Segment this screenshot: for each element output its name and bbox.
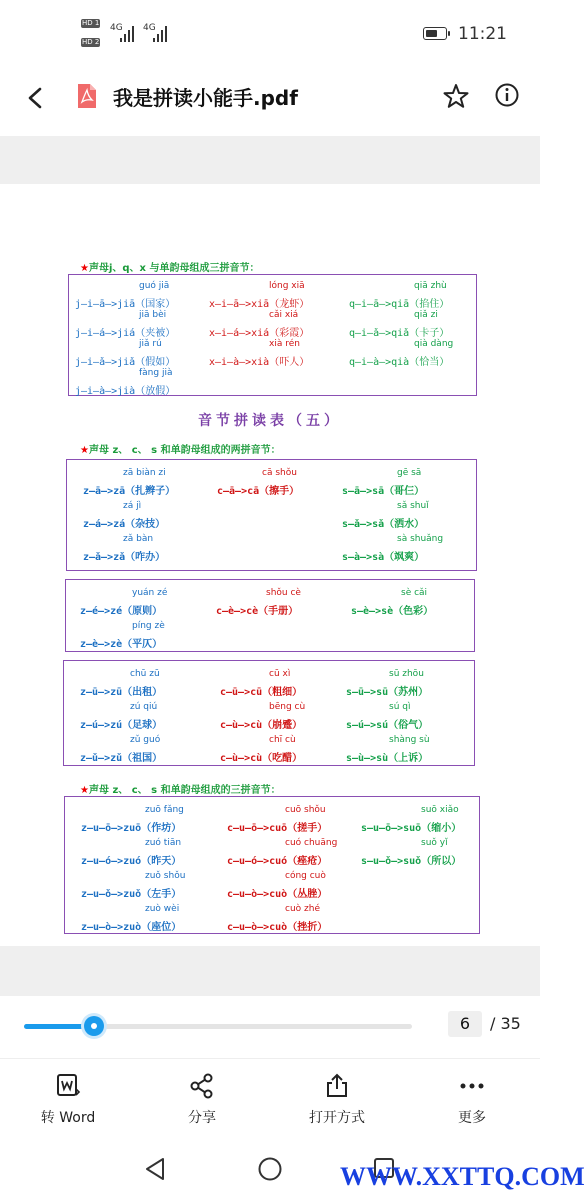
spelling-line: j—i—ǎ—>jiǎ（假如）	[75, 357, 176, 368]
pinyin-label: jiǎ rú	[139, 339, 162, 349]
pinyin-label: lóng xiā	[269, 281, 305, 291]
spelling-line: s—ā—>sā（哥仨）	[342, 486, 425, 497]
pinyin-label: zuò wèi	[145, 904, 180, 914]
pinyin-label: chū zū	[130, 669, 160, 679]
spelling-line: z—á—>zá（杂技）	[83, 519, 166, 530]
pinyin-label: sǎ shuǐ	[397, 501, 429, 511]
pinyin-label: píng zè	[132, 621, 165, 631]
pinyin-label: cuō shǒu	[285, 805, 326, 815]
pinyin-label: xià rén	[269, 339, 300, 349]
spelling-line: z—ǎ—>zǎ（咋办）	[83, 552, 166, 563]
section2-title: ★声母 z、 c、 s 和单韵母组成的两拼音节：	[80, 445, 281, 456]
open-with-button[interactable]	[287, 1073, 387, 1127]
spelling-line: s—à—>sà（飒爽）	[342, 552, 425, 563]
pinyin-label: sú qì	[389, 702, 411, 712]
more-button[interactable]	[422, 1073, 522, 1127]
spelling-line: z—ū—>zū（出租）	[80, 687, 163, 698]
spelling-line: c—u—ó—>cuó（痤疮）	[227, 856, 328, 867]
pinyin-label: cóng cuò	[285, 871, 326, 881]
total-pages: / 35	[490, 1014, 521, 1033]
box-b	[65, 579, 475, 652]
pinyin-label: zuǒ shǒu	[145, 871, 186, 881]
convert-word-label: 转 Word	[40, 1110, 96, 1126]
spelling-line: j—i—ā—>jiā（国家）	[75, 299, 176, 310]
box-jqx	[68, 274, 477, 396]
spelling-line: s—u—ō—>suō（缩小）	[361, 823, 462, 834]
spelling-line: c—u—ō—>cuō（搓手）	[227, 823, 328, 834]
signal-icon-2	[153, 24, 167, 42]
share-label: 分享	[188, 1110, 216, 1126]
open-with-label: 打开方式	[309, 1110, 365, 1126]
pinyin-label: sè cǎi	[401, 588, 428, 598]
spelling-line: z—ǔ—>zǔ（祖国）	[80, 753, 163, 764]
sim2-indicator: HD 2	[82, 38, 100, 46]
pinyin-label: qià dàng	[414, 339, 454, 349]
star-outline-icon[interactable]	[442, 82, 470, 110]
clock: 11:21	[458, 24, 507, 44]
box-a	[66, 459, 477, 571]
spelling-line: c—ā—>cā（擦手）	[217, 486, 300, 497]
pinyin-label: zá jì	[123, 501, 142, 511]
spelling-line: s—ǎ—>sǎ（洒水）	[342, 519, 425, 530]
pinyin-label: zǔ guó	[130, 735, 161, 745]
spelling-line: z—u—ó—>zuó（昨天）	[81, 856, 182, 867]
pinyin-label: zǎ bàn	[123, 534, 154, 544]
spelling-line: q—i—à—>qià（恰当）	[349, 357, 450, 368]
pinyin-label: suǒ yǐ	[421, 838, 448, 848]
spelling-line: s—ū—>sū（苏州）	[346, 687, 429, 698]
section3-title: ★声母 z、 c、 s 和单韵母组成的三拼音节：	[80, 785, 281, 796]
spelling-line: c—u—ò—>cuò（挫折）	[227, 922, 328, 933]
pinyin-label: jiā bèi	[139, 310, 167, 320]
spelling-line: s—ú—>sú（俗气）	[346, 720, 429, 731]
status-bar	[0, 0, 540, 70]
pinyin-label: qiā zhù	[414, 281, 447, 291]
spelling-line: s—ù—>sù（上诉）	[346, 753, 429, 764]
pinyin-label: chī cù	[269, 735, 296, 745]
signal-icon-1	[120, 24, 134, 42]
spelling-line: z—ā—>zā（扎辫子）	[83, 486, 176, 497]
spelling-line: c—ù—>cù（吃醋）	[220, 753, 303, 764]
share-button[interactable]	[152, 1073, 252, 1127]
battery-icon	[423, 27, 447, 40]
document-title: 我是拼读小能手.pdf	[113, 86, 298, 110]
spelling-line: z—u—ǒ—>zuǒ（左手）	[81, 889, 182, 900]
word-convert-icon	[56, 1073, 80, 1099]
pinyin-label: guó jiā	[139, 281, 170, 291]
table-title: 音节拼读表（五）	[198, 413, 342, 429]
nav-home-icon[interactable]	[257, 1156, 283, 1182]
app-bar	[0, 70, 540, 136]
box-c	[63, 660, 475, 766]
more-label: 更多	[458, 1110, 486, 1126]
sim1-indicator: HD 1	[82, 19, 100, 27]
share-icon	[189, 1073, 215, 1099]
pinyin-label: qiǎ zi	[414, 310, 438, 320]
pdf-file-icon	[76, 82, 98, 110]
spelling-line: z—è—>zè（平仄）	[80, 639, 163, 650]
page-slider[interactable]	[24, 1024, 412, 1029]
spelling-line: x—i—á—>xiá（彩霞）	[209, 328, 310, 339]
pinyin-label: bēng cù	[269, 702, 306, 712]
nav-back-icon[interactable]	[143, 1156, 167, 1182]
spelling-line: x—i—à—>xià（吓人）	[209, 357, 310, 368]
spelling-line: q—i—ā—>qiā（掐住）	[349, 299, 450, 310]
spelling-line: x—i—ā—>xiā（龙虾）	[209, 299, 310, 310]
watermark-text: WWW.XXTTQ.COM	[340, 1162, 585, 1191]
spelling-line: s—è—>sè（色彩）	[351, 606, 434, 617]
pinyin-label: fàng jià	[139, 368, 173, 378]
bottom-panel	[0, 996, 585, 1200]
pinyin-label: zuó tiān	[145, 838, 182, 848]
pinyin-label: shàng sù	[389, 735, 430, 745]
pinyin-label: suō xiǎo	[421, 805, 459, 815]
pinyin-label: cā shǒu	[262, 468, 297, 478]
spelling-line: c—ū—>cū（粗细）	[220, 687, 303, 698]
pinyin-label: shǒu cè	[266, 588, 301, 598]
spelling-line: c—u—ò—>cuò（丛脞）	[227, 889, 328, 900]
spelling-line: q—i—ǎ—>qiǎ（卡子）	[349, 328, 450, 339]
pinyin-label: zuō fǎng	[145, 805, 184, 815]
open-with-icon	[325, 1073, 349, 1099]
convert-word-button[interactable]	[18, 1073, 118, 1127]
pinyin-label: cū xì	[269, 669, 291, 679]
pdf-page	[0, 184, 540, 946]
spelling-line: c—è—>cè（手册）	[216, 606, 299, 617]
spelling-line: z—é—>zé（原则）	[80, 606, 163, 617]
spelling-line: c—ù—>cù（崩蹙）	[220, 720, 303, 731]
pinyin-label: cuò zhé	[285, 904, 320, 914]
spelling-line: z—u—ō—>zuō（作坊）	[81, 823, 182, 834]
pinyin-label: yuán zé	[132, 588, 168, 598]
action-bar	[0, 1058, 540, 1139]
pinyin-label: zā biàn zi	[123, 468, 166, 478]
network-type-2: 4G	[143, 23, 156, 33]
info-icon[interactable]	[494, 82, 520, 108]
current-page-input[interactable]: 6	[448, 1011, 482, 1037]
pinyin-label: sū zhōu	[389, 669, 424, 679]
pinyin-label: zú qiú	[130, 702, 158, 712]
pinyin-label: cǎi xiá	[269, 310, 299, 320]
network-type-1: 4G	[110, 23, 123, 33]
pinyin-label: sà shuǎng	[397, 534, 444, 544]
back-arrow-icon[interactable]	[22, 84, 50, 112]
section1-title: ★声母j、q、x 与单韵母组成三拼音节：	[80, 263, 260, 274]
spelling-line: j—i—á—>jiá（夹被）	[75, 328, 176, 339]
spelling-line: j—i—à—>jià（放假）	[75, 386, 176, 397]
more-icon	[459, 1073, 485, 1099]
spelling-line: z—ú—>zú（足球）	[80, 720, 163, 731]
pinyin-label: gē sā	[397, 468, 422, 478]
page-slider-thumb[interactable]	[84, 1016, 104, 1036]
spelling-line: z—u—ò—>zuò（座位）	[81, 922, 182, 933]
document-viewer[interactable]	[0, 136, 540, 996]
spelling-line: s—u—ǒ—>suǒ（所以）	[361, 856, 462, 867]
pinyin-label: cuó chuāng	[285, 838, 338, 848]
box-d	[64, 796, 480, 934]
